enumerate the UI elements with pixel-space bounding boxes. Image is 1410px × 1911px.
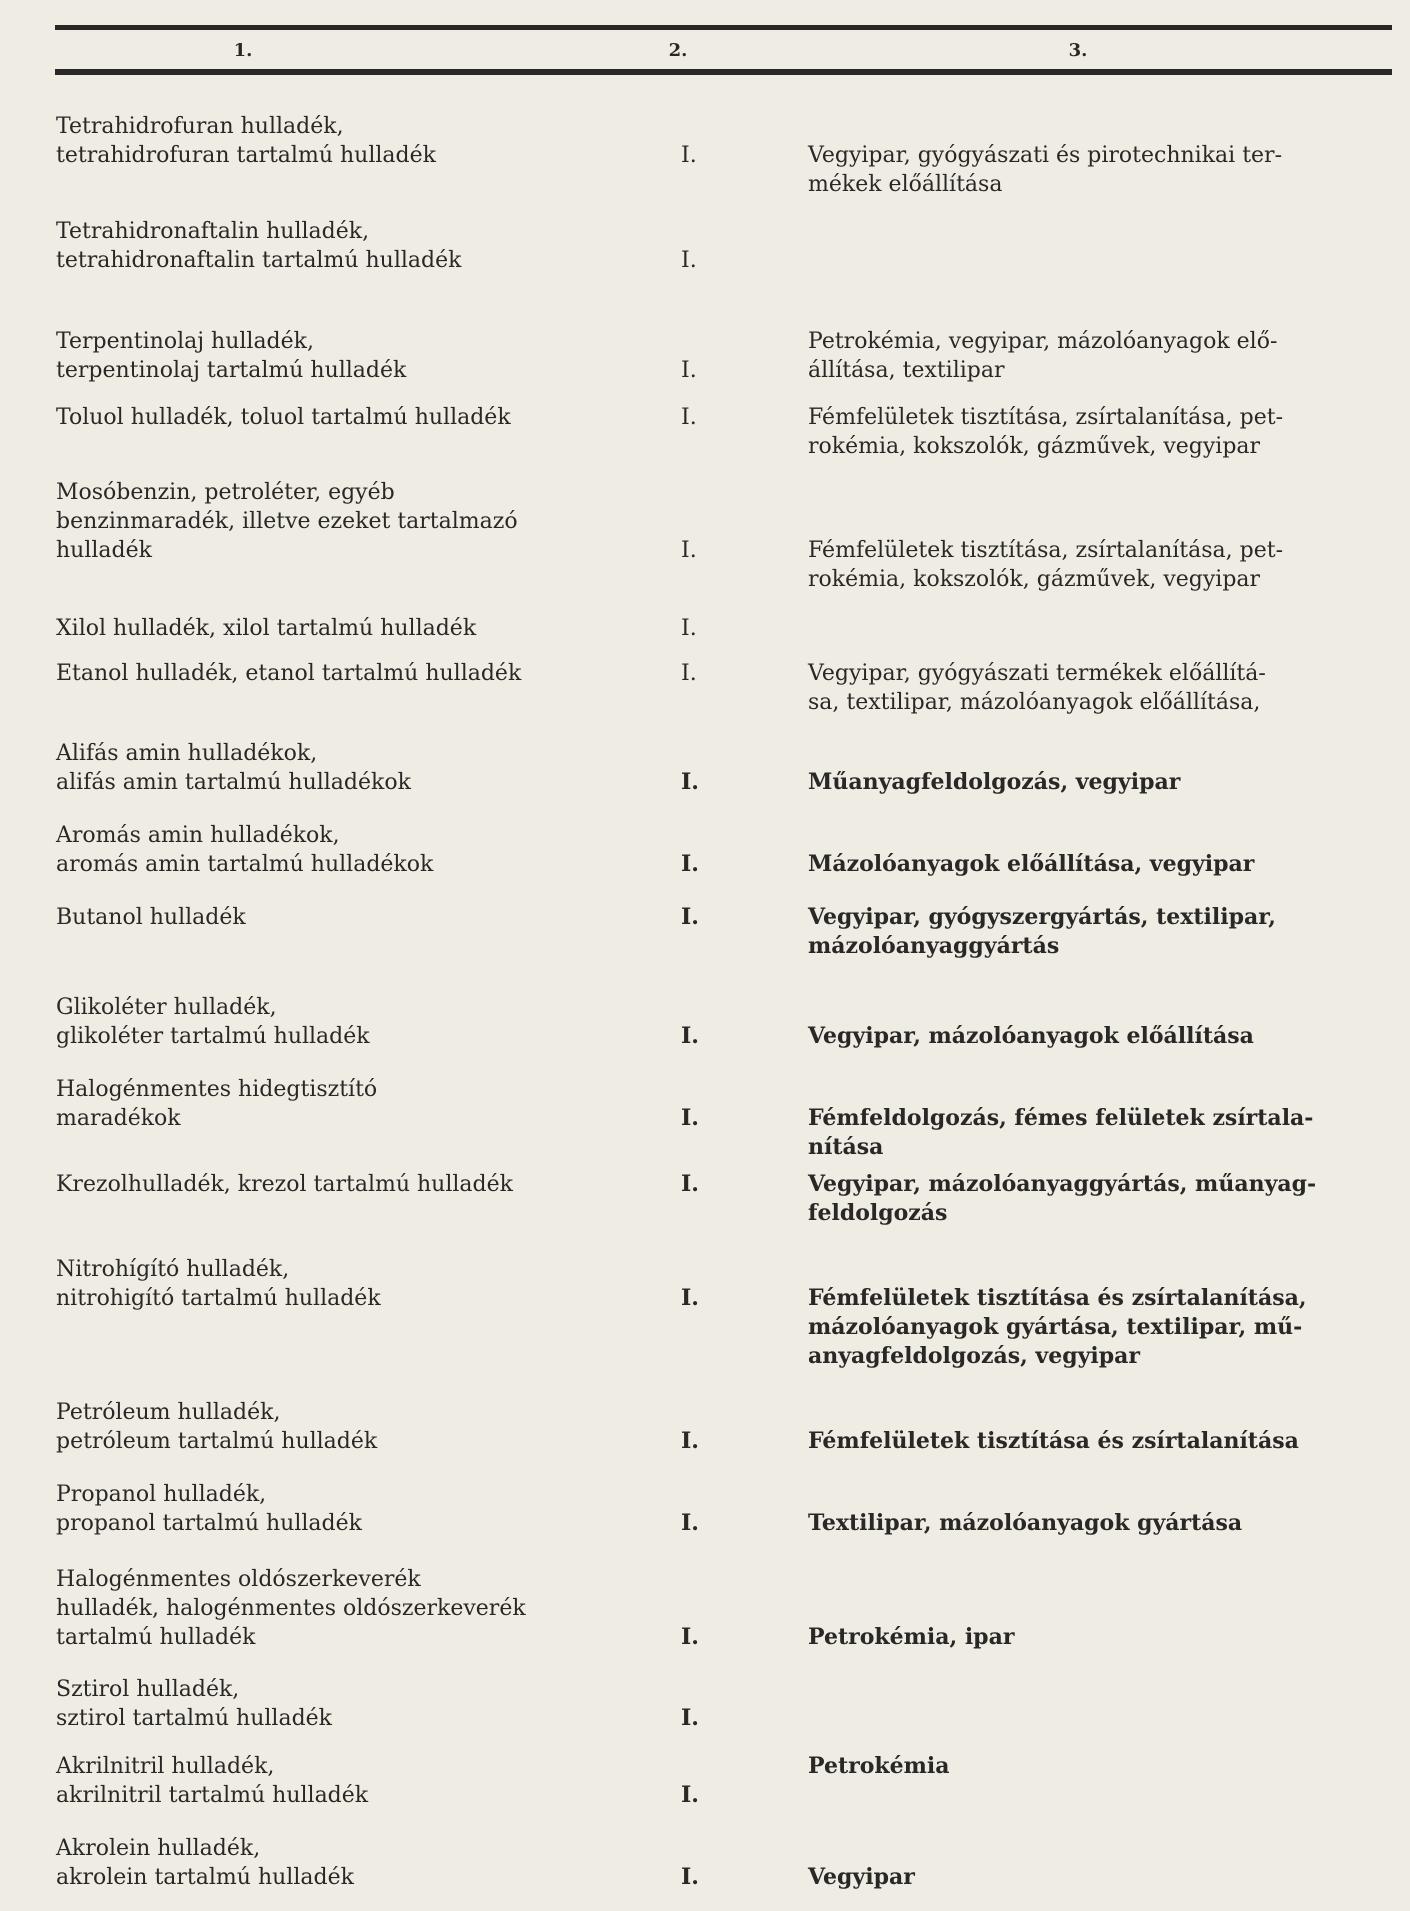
waste-name-line: propanol tartalmú hulladék <box>56 1511 362 1536</box>
hazard-class-cell: I. <box>681 1428 699 1454</box>
industry-use-line: Fémfelületek tisztítása és zsírtalanítása <box>808 1428 1299 1454</box>
industry-use-line: Fémfelületek tisztítása, zsírtalanítása, pet- <box>808 538 1284 563</box>
waste-name-line: benzinmaradék, illetve ezeket tartalmazó <box>56 509 518 534</box>
waste-name-line: Etanol hulladék, etanol tartalmú hulladék <box>56 661 522 686</box>
industry-use-line: Petrokémia <box>808 1753 950 1779</box>
industry-use-line: mékek előállítása <box>808 172 1003 197</box>
hazard-class-cell: I. <box>681 661 697 686</box>
hazard-class-cell: I. <box>681 1285 699 1311</box>
industry-use-cell <box>808 1752 950 1781</box>
waste-name-line: Xilol hulladék, xilol tartalmú hulladék <box>56 616 477 641</box>
waste-name-cell <box>56 903 246 932</box>
industry-use-line: feldolgozás <box>808 1200 948 1226</box>
waste-name-cell <box>56 1752 368 1810</box>
industry-use-cell <box>808 850 1254 879</box>
waste-name-cell <box>56 112 436 170</box>
waste-name-line: Tetrahidrofuran hulladék, <box>56 114 344 139</box>
hazard-class-cell: I. <box>681 143 697 168</box>
top-rule <box>55 25 1392 30</box>
waste-name-cell <box>56 821 433 879</box>
waste-name-line: Krezolhulladék, krezol tartalmú hulladék <box>56 1172 513 1197</box>
industry-use-line: Vegyipar, gyógyászati termékek előállítá- <box>808 661 1266 686</box>
waste-name-cell <box>56 1675 332 1733</box>
industry-use-cell <box>808 141 1282 199</box>
industry-use-line: Műanyagfeldolgozás, vegyipar <box>808 769 1181 795</box>
waste-name-line: Toluol hulladék, toluol tartalmú hulladék <box>56 405 511 430</box>
waste-name-line: akrolein tartalmú hulladék <box>56 1865 354 1890</box>
waste-name-cell <box>56 1170 513 1199</box>
waste-name-line: Propanol hulladék, <box>56 1482 267 1507</box>
industry-use-cell <box>808 1022 1254 1051</box>
hazard-class-cell: I. <box>681 616 697 641</box>
waste-name-line: tetrahidronaftalin tartalmú hulladék <box>56 248 462 273</box>
waste-name-line: Terpentinolaj hulladék, <box>56 329 314 354</box>
waste-name-line: terpentinolaj tartalmú hulladék <box>56 358 407 383</box>
industry-use-line: Fémfeldolgozás, fémes felületek zsírtala- <box>808 1105 1314 1131</box>
waste-name-cell <box>56 1565 526 1652</box>
waste-name-line: Petróleum hulladék, <box>56 1400 281 1425</box>
industry-use-line: anyagfeldolgozás, vegyipar <box>808 1343 1140 1369</box>
hazard-class-cell: I. <box>681 248 697 273</box>
industry-use-cell <box>808 327 1277 385</box>
waste-name-cell <box>56 1834 354 1892</box>
hazard-class-cell: I. <box>681 851 699 877</box>
hazard-class-cell: I. <box>681 904 699 930</box>
industry-use-line: Vegyipar <box>808 1864 915 1890</box>
industry-use-cell <box>808 1170 1316 1228</box>
waste-name-line: maradékok <box>56 1106 181 1131</box>
industry-use-cell <box>808 1863 915 1892</box>
hazard-class-cell: I. <box>681 538 697 563</box>
industry-use-cell <box>808 1427 1299 1456</box>
waste-name-line: Mosóbenzin, petroléter, egyéb <box>56 480 395 505</box>
waste-name-line: Halogénmentes oldószerkeverék <box>56 1567 421 1592</box>
waste-name-line: sztirol tartalmú hulladék <box>56 1706 332 1731</box>
industry-use-line: Fémfelületek tisztítása, zsírtalanítása, pet- <box>808 405 1284 430</box>
hazard-class-cell: I. <box>681 1624 699 1650</box>
waste-name-cell <box>56 478 518 565</box>
waste-name-cell <box>56 1255 381 1313</box>
hazard-class-cell: I. <box>681 405 697 430</box>
column-header-3: 3. <box>1068 40 1088 61</box>
column-header-2: 2. <box>668 40 688 61</box>
waste-name-line: nitrohigító tartalmú hulladék <box>56 1286 381 1311</box>
waste-name-line: Alifás amin hulladékok, <box>56 741 318 766</box>
hazard-class-cell: I. <box>681 1510 699 1536</box>
waste-name-cell <box>56 403 511 432</box>
waste-name-line: akrilnitril tartalmú hulladék <box>56 1783 369 1808</box>
industry-use-line: rokémia, kokszolók, gázművek, vegyipar <box>808 434 1261 459</box>
waste-name-line: tartalmú hulladék <box>56 1625 256 1650</box>
industry-use-line: Vegyipar, mázolóanyagok előállítása <box>808 1023 1254 1049</box>
waste-name-line: Nitrohígító hulladék, <box>56 1257 290 1282</box>
waste-name-line: Aromás amin hulladékok, <box>56 823 340 848</box>
waste-name-cell <box>56 1075 377 1133</box>
industry-use-line: Petrokémia, vegyipar, mázolóanyagok elő- <box>808 329 1278 354</box>
industry-use-cell <box>808 1284 1307 1371</box>
hazard-class-cell: I. <box>681 358 697 383</box>
waste-name-line: alifás amin tartalmú hulladékok <box>56 770 411 795</box>
industry-use-line: Textilipar, mázolóanyagok gyártása <box>808 1510 1243 1536</box>
waste-name-line: aromás amin tartalmú hulladékok <box>56 852 434 877</box>
waste-name-cell <box>56 327 406 385</box>
waste-name-line: Sztirol hulladék, <box>56 1677 240 1702</box>
industry-use-line: Mázolóanyagok előállítása, vegyipar <box>808 851 1255 877</box>
waste-name-cell <box>56 659 521 688</box>
industry-use-line: mázolóanyagok gyártása, textilipar, mű- <box>808 1314 1303 1340</box>
waste-name-cell <box>56 1398 377 1456</box>
waste-name-line: Akrilnitril hulladék, <box>56 1754 275 1779</box>
waste-name-cell <box>56 739 411 797</box>
waste-name-line: Butanol hulladék <box>56 905 246 930</box>
industry-use-line: Petrokémia, ipar <box>808 1624 1015 1650</box>
waste-name-line: tetrahidrofuran tartalmú hulladék <box>56 143 436 168</box>
industry-use-cell <box>808 403 1283 461</box>
industry-use-cell <box>808 1104 1313 1162</box>
industry-use-cell <box>808 768 1180 797</box>
industry-use-cell <box>808 903 1276 961</box>
waste-name-line: petróleum tartalmú hulladék <box>56 1429 378 1454</box>
waste-name-cell <box>56 993 370 1051</box>
header-bottom-rule <box>55 69 1392 75</box>
hazard-class-cell: I. <box>681 769 699 795</box>
waste-name-line: Glikoléter hulladék, <box>56 995 277 1020</box>
hazard-class-cell: I. <box>681 1171 699 1197</box>
waste-name-line: glikoléter tartalmú hulladék <box>56 1024 370 1049</box>
industry-use-line: mázolóanyaggyártás <box>808 933 1060 959</box>
industry-use-cell <box>808 1509 1242 1538</box>
hazard-class-cell: I. <box>681 1782 699 1808</box>
hazard-class-cell: I. <box>681 1864 699 1890</box>
industry-use-line: állítása, textilipar <box>808 358 1005 383</box>
industry-use-line: nítása <box>808 1134 884 1160</box>
industry-use-line: rokémia, kokszolók, gázművek, vegyipar <box>808 567 1261 592</box>
industry-use-line: Vegyipar, mázolóanyaggyártás, műanyag- <box>808 1171 1317 1197</box>
waste-name-cell <box>56 1480 362 1538</box>
hazard-class-cell: I. <box>681 1105 699 1131</box>
waste-name-line: Halogénmentes hidegtisztító <box>56 1077 378 1102</box>
waste-name-line: Akrolein hulladék, <box>56 1836 261 1861</box>
industry-use-cell <box>808 1623 1014 1652</box>
industry-use-line: Vegyipar, gyógyászati és pirotechnikai ter- <box>808 143 1282 168</box>
hazard-class-cell: I. <box>681 1023 699 1049</box>
waste-name-line: Tetrahidronaftalin hulladék, <box>56 219 370 244</box>
industry-use-cell <box>808 659 1266 717</box>
industry-use-line: Fémfelületek tisztítása és zsírtalanítása, <box>808 1285 1307 1311</box>
industry-use-line: sa, textilipar, mázolóanyagok előállítása, <box>808 690 1261 715</box>
industry-use-cell <box>808 536 1283 594</box>
hazard-class-cell: I. <box>681 1705 699 1731</box>
waste-name-line: hulladék <box>56 538 152 563</box>
waste-name-cell <box>56 217 461 275</box>
waste-name-cell <box>56 614 476 643</box>
industry-use-line: Vegyipar, gyógyszergyártás, textilipar, <box>808 904 1276 930</box>
waste-name-line: hulladék, halogénmentes oldószerkeverék <box>56 1596 526 1621</box>
column-header-1: 1. <box>233 40 253 61</box>
